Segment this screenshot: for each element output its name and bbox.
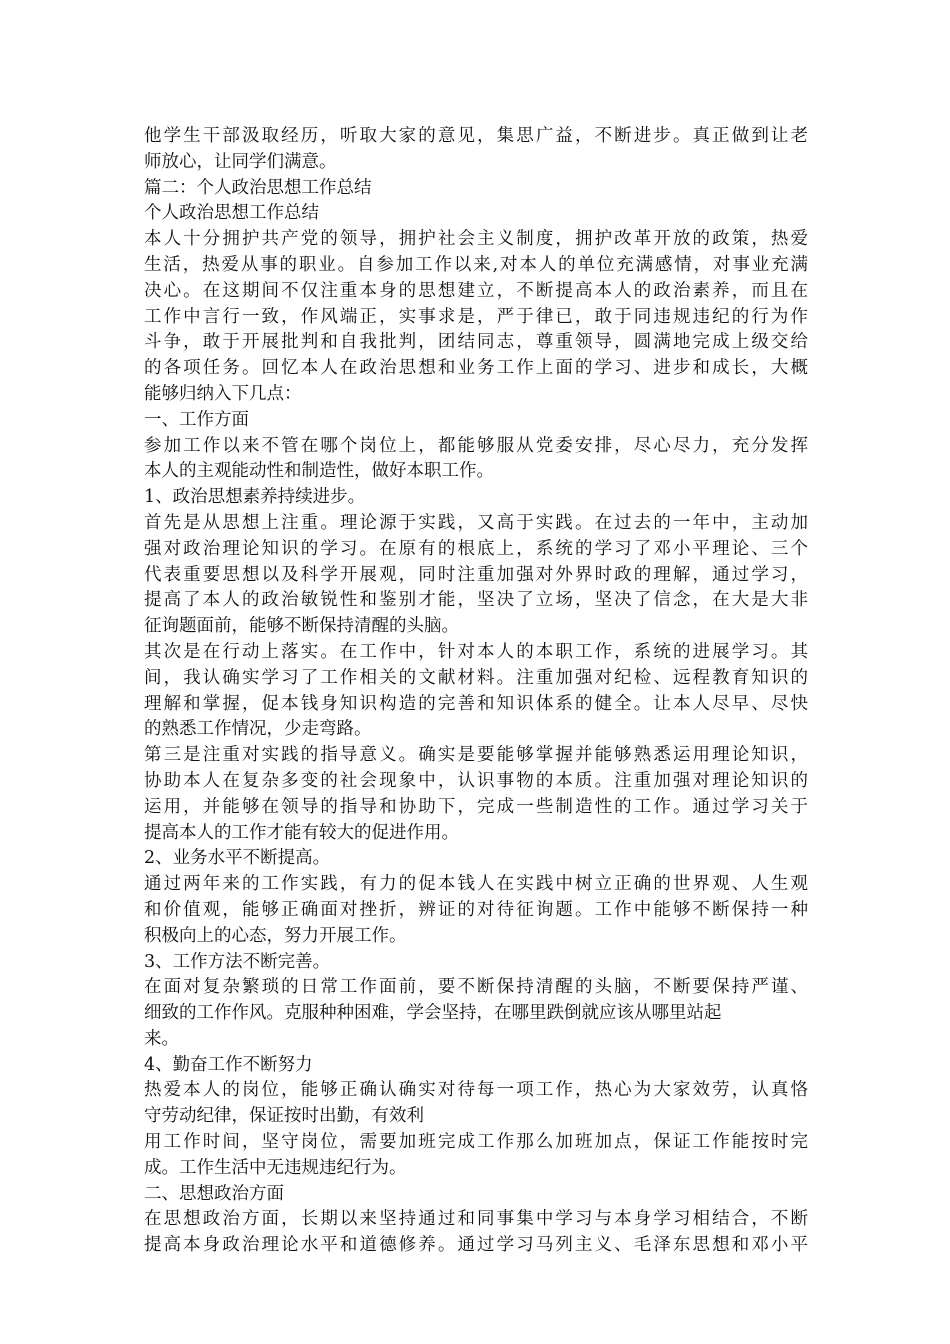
document-body [144,124,808,1259]
text-line: 在面对复杂繁琐的日常工作面前，要不断保持清醒的头脑，不断要保持严谨、 [144,977,808,998]
text-line: 热爱本人的岗位，能够正确认确实对待每一项工作，热心为大家效劳，认真恪 [144,1080,808,1101]
text-line: 协助本人在复杂多变的社会现象中，认识事物的本质。注重加强对理论知识的 [144,770,808,791]
text-line: 一、工作方面 [144,409,249,430]
text-line: 守劳动纪律，保证按时出勤，有效利 [144,1106,424,1127]
text-line: 二、思想政治方面 [144,1183,284,1204]
text-line: 第三是注重对实践的指导意义。确实是要能够掌握并能够熟悉运用理论知识， [144,745,808,766]
text-line: 通过两年来的工作实践，有力的促本钱人在实践中树立正确的世界观、人生观 [144,874,808,895]
text-line: 理解和掌握，促本钱身知识构造的完善和知识体系的健全。让本人尽早、尽快 [144,693,808,714]
text-line: 提高本人的工作才能有较大的促进作用。 [144,822,459,843]
text-line: 本人的主观能动性和制造性，做好本职工作。 [144,461,494,482]
text-line: 征询题面前，能够不断保持清醒的头脑。 [144,616,459,637]
text-line: 2、业务水平不断提高。 [144,848,331,869]
text-line: 工作中言行一致，作风端正，实事求是，严于律已，敢于同违规违纪的行为作 [144,306,808,327]
text-line: 他学生干部汲取经历，听取大家的意见，集思广益，不断进步。真正做到让老 [144,126,808,146]
text-line: 间，我认确实学习了工作相关的文献材料。注重加强对纪检、远程教育知识的 [144,667,808,688]
text-line: 生活，热爱从事的职业。自参加工作以来,对本人的单位充满感情，对事业充满 [144,254,808,275]
text-line: 本人十分拥护共产党的领导，拥护社会主义制度，拥护改革开放的政策，热爱 [144,229,808,250]
text-line: 在思想政治方面，长期以来坚持通过和同事集中学习与本身学习相结合，不断 [144,1209,808,1230]
text-line: 细致的工作作风。克服种种困难，学会坚持，在哪里跌倒就应该从哪里站起 [144,1003,722,1024]
text-line: 1、政治思想素养持续进步。 [144,487,366,508]
text-line: 运用，并能够在领导的指导和协助下，完成一些制造性的工作。通过学习关于 [144,796,808,817]
text-line: 来。 [144,1028,179,1049]
text-line: 和价值观，能够正确面对挫折，辨证的对待征询题。工作中能够不断保持一种 [144,899,808,920]
text-line: 首先是从思想上注重。理论源于实践，又高于实践。在过去的一年中，主动加 [144,512,808,533]
text-line: 强对政治理论知识的学习。在原有的根底上，系统的学习了邓小平理论、三个 [144,538,808,559]
text-line: 参加工作以来不管在哪个岗位上，都能够服从党委安排，尽心尽力，充分发挥 [144,435,808,456]
text-line: 成。工作生活中无违规违纪行为。 [144,1157,407,1178]
text-line: 的熟悉工作情况，少走弯路。 [144,719,372,740]
text-line: 篇二：个人政治思想工作总结 [144,177,372,198]
text-line: 提高了本人的政治敏锐性和鉴别才能，坚决了立场，坚决了信念，在大是大非 [144,590,808,611]
text-line: 提高本身政治理论水平和道德修养。通过学习马列主义、毛泽东思想和邓小平 [144,1235,808,1256]
text-line: 用工作时间，坚守岗位，需要加班完成工作那么加班加点，保证工作能按时完 [144,1132,808,1153]
text-line: 积极向上的心态，努力开展工作。 [144,925,407,946]
text-line: 决心。在这期间不仅注重本身的思想建立，不断提高本人的政治素养，而且在 [144,280,808,301]
text-line: 个人政治思想工作总结 [144,203,319,224]
text-line: 的各项任务。回忆本人在政治思想和业务工作上面的学习、进步和成长，大概 [144,358,808,379]
text-line: 代表重要思想以及科学开展观，同时注重加强对外界时政的理解，通过学习， [144,564,808,585]
text-line: 能够归纳入下几点： [144,383,302,404]
text-line: 斗争，敢于开展批判和自我批判，团结同志，尊重领导，圆满地完成上级交给 [144,332,808,353]
text-line: 其次是在行动上落实。在工作中，针对本人的本职工作，系统的进展学习。其 [144,641,808,662]
text-line: 3、工作方法不断完善。 [144,951,331,972]
text-line: 师放心，让同学们满意。 [144,151,337,172]
text-line: 4、勤奋工作不断努力 [144,1054,313,1075]
